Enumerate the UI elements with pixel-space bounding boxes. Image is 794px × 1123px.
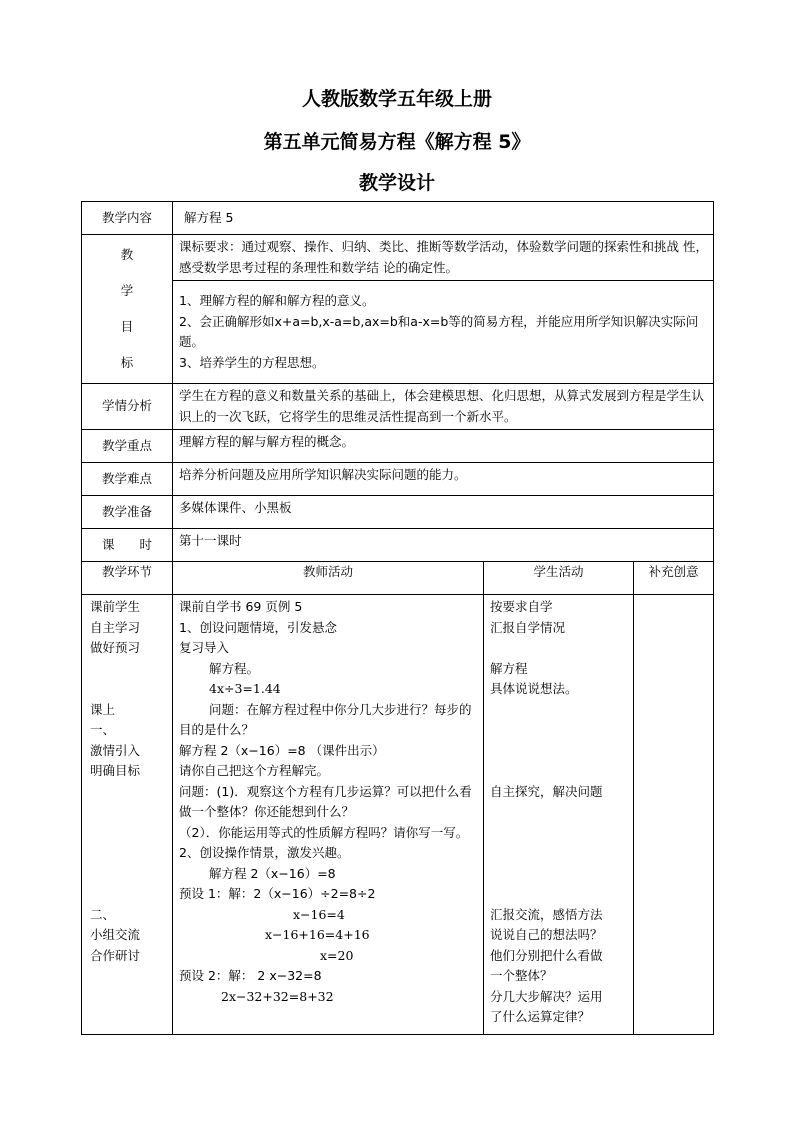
student-line: 说说自己的想法吗？	[490, 927, 603, 942]
goal-label-char: 标	[120, 355, 134, 370]
equation: 解方程 2（x−16）=8	[209, 865, 336, 881]
period-label: 课 时	[82, 529, 173, 562]
prep-label: 教学准备	[82, 496, 173, 529]
document-subtitle: 第五单元简易方程《解方程 5》	[263, 131, 531, 153]
analysis-label: 学情分析	[82, 384, 173, 430]
student-line: 按要求自学	[490, 599, 553, 614]
teacher-cell	[173, 595, 484, 1035]
teacher-line: 问题：(1)．观察这个方程有几步运算？可以把什么看做一个整体？你还能想到什么？	[179, 783, 472, 819]
teacher-line: 请你自己把这个方程解完。	[179, 763, 330, 778]
teacher-line: 1、创设问题情境，引发悬念	[179, 619, 337, 635]
teacher-line: 解方程。	[209, 660, 260, 676]
document-heading: 教学设计	[358, 172, 435, 194]
goal-label	[82, 235, 173, 384]
equation: 4x÷3=1.44	[209, 681, 281, 696]
stage-line: 合作研讨	[90, 947, 141, 963]
document-title: 人教版数学五年级上册	[301, 88, 492, 110]
goal-label-char: 教	[120, 247, 134, 262]
teacher-line: 预设 2：解： 2 x−32=8	[179, 968, 322, 983]
period-value: 第十一课时	[173, 529, 714, 562]
student-line: 汇报交流，感悟方法	[490, 906, 603, 922]
stage-line: 做好预习	[90, 640, 141, 655]
teacher-line: 问题：在解方程过程中你分几大步进行？每步的目的是什么？	[179, 701, 472, 737]
student-line: 一个整体？	[490, 968, 553, 983]
stage-line: 小组交流	[90, 927, 141, 942]
student-line: 分几大步解决？运用	[490, 988, 603, 1004]
stage-line: 课上	[90, 701, 116, 717]
student-line: 他们分别把什么看做	[490, 947, 603, 963]
header-student: 学生活动	[484, 562, 634, 595]
teacher-line: 解方程 2（x−16）=8 （课件出示）	[179, 742, 385, 758]
goal-requirement: 课标要求：通过观察、操作、归纳、类比、推断等数学活动，体验数学问题的探索性和挑战 性，感受数学思考过程的条理性和数学结 论的确定性。	[173, 235, 714, 281]
goal-label-char: 目	[120, 319, 134, 334]
lesson-plan-table	[81, 201, 714, 1035]
stage-line: 一、	[90, 722, 116, 737]
teacher-line: 2、创设操作情景，激发兴趣。	[179, 845, 350, 860]
extra-cell	[634, 595, 714, 1035]
key-point-value: 理解方程的解与解方程的概念。	[173, 430, 714, 463]
key-point-label: 教学重点	[82, 430, 173, 463]
goal-label-char: 学	[120, 283, 134, 298]
analysis-value: 学生在方程的意义和数量关系的基础上，体会建模思想、化归思想，从算式发展到方程是学生认识上的一次飞跃，它将学生的思维灵活性提高到一个新水平。	[173, 384, 714, 430]
header-stage: 教学环节	[82, 562, 173, 595]
stage-line: 激情引入	[90, 742, 141, 758]
equation: x−16=4	[293, 906, 345, 922]
goal-item: 3、培养学生的方程思想。	[179, 354, 325, 370]
student-line: 汇报自学情况	[490, 619, 566, 635]
student-cell	[484, 595, 634, 1035]
teacher-line: 课前自学书 69 页例 5	[179, 599, 303, 614]
equation: x=20	[320, 947, 354, 963]
stage-line: 课前学生	[90, 599, 141, 614]
teacher-line: 预设 1：解：2（x−16）÷2=8÷2	[179, 886, 376, 901]
goal-item: 2、会正确解形如x+a=b,x-a=b,ax=b和a-x=b等的简易方程，并能应用所学知识解决实际问题。	[179, 313, 699, 349]
equation: 2x−32+32=8+32	[221, 988, 334, 1004]
student-line: 自主探究，解决问题	[490, 783, 603, 799]
content-value: 解方程 5	[173, 202, 714, 235]
teacher-line: （2）．你能运用等式的性质解方程吗？请你写一写。	[179, 824, 469, 840]
stage-line: 明确目标	[90, 763, 141, 778]
header-extra: 补充创意	[634, 562, 714, 595]
goal-items	[173, 281, 714, 384]
student-line: 解方程	[490, 660, 528, 676]
difficulty-label: 教学难点	[82, 463, 173, 496]
difficulty-value: 培养分析问题及应用所学知识解决实际问题的能力。	[173, 463, 714, 496]
equation: x−16+16=4+16	[265, 927, 370, 942]
prep-value: 多媒体课件、小黑板	[173, 496, 714, 529]
student-line: 了什么运算定律？	[490, 1009, 591, 1024]
teacher-line: 复习导入	[179, 640, 230, 655]
content-label: 教学内容	[82, 202, 173, 235]
goal-item: 1、理解方程的解和解方程的意义。	[179, 293, 375, 308]
student-line: 具体说说想法。	[490, 681, 578, 696]
stage-cell	[82, 595, 173, 1035]
header-teacher: 教师活动	[173, 562, 484, 595]
stage-line: 自主学习	[90, 619, 141, 635]
stage-line: 二、	[90, 906, 116, 922]
